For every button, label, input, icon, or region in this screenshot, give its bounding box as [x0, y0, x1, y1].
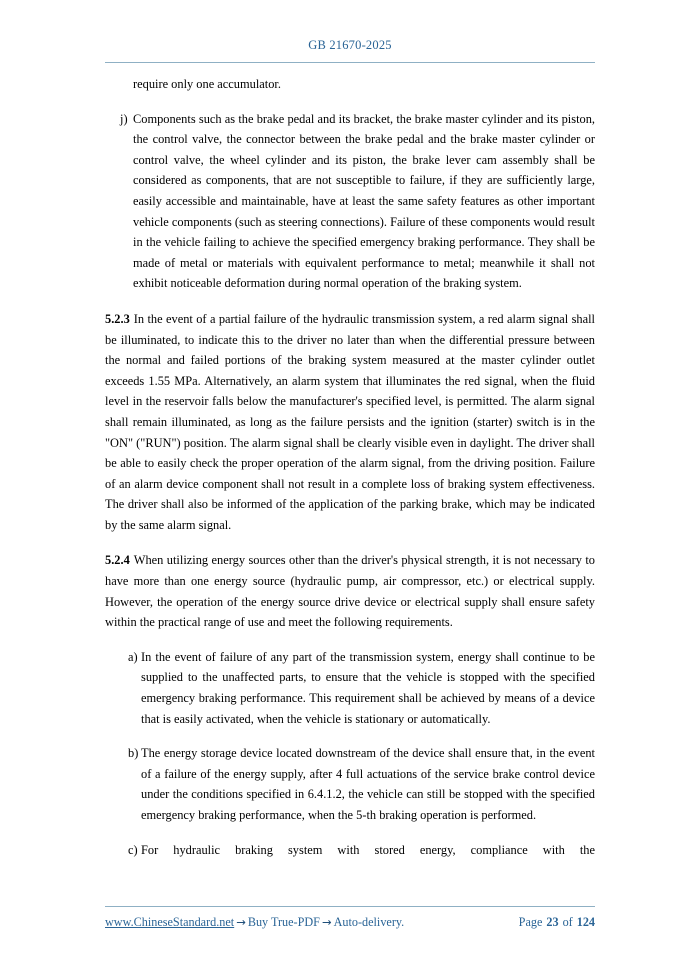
of-label: of	[562, 915, 573, 929]
page-indicator	[519, 915, 595, 930]
list-marker: b)	[128, 746, 139, 761]
list-marker: j)	[120, 111, 128, 126]
page-header	[105, 36, 595, 54]
list-item	[128, 840, 595, 881]
list-item-text: For hydraulic braking system with stored energy, compliance with the	[141, 842, 595, 857]
buy-true-pdf-text: Buy True-PDF	[247, 915, 320, 929]
list-item	[128, 647, 595, 729]
clause-text: When utilizing energy sources other than the driver's physical strength, it is not necessary to have more than one energy source (hydraulic pump, air compressor, etc.) or electrical supply. However, the operation of the energy source drive device or electrical supply shall ensure safety within the practical range of use and meet the following requirements.	[105, 553, 595, 630]
total-page-number: 124	[576, 915, 595, 929]
list-item-text: In the event of failure of any part of the transmission system, energy shall continue to be supplied to the unaffected parts, to ensure that the vehicle is stopped with the specified emergency braking performance. This requirement shall be achieved by means of a device that is easily activated, when the vehicle is stationary or automatically.	[141, 649, 595, 726]
list-item-text: The energy storage device located downstream of the device shall ensure that, in the event of a failure of the energy supply, after 4 full actuations of the service brake control device under the conditions specified in 6.4.1.2, the vehicle can still be stopped with the specified emergency braking performance, when the 5-th braking operation is performed.	[141, 746, 595, 822]
clause-text: In the event of a partial failure of the hydraulic transmission system, a red alarm signal shall be illuminated, to indicate this to the driver no later than when the differential pressure between the normal and failed portions of the braking system measured at the master cylinder outlet exceeds 1.55 MPa. Alternatively, an alarm system that illuminates the red signal, when the fluid level in the reservoir falls below the manufacturer's specified level, is permitted. The alarm signal shall remain illuminated, as long as the failure persists and the ignition (starter) switch is in the "ON" ("RUN") position. The alarm signal shall be clearly visible even in daylight. The driver shall be able to easily check the proper operation of the alarm signal, from the driving position. Failure of an alarm device component shall not result in a complete loss of braking system effectiveness. The driver shall also be informed of the application of the parking brake, which may be indicated by the same alarm signal.	[105, 311, 595, 532]
page-footer	[105, 915, 595, 930]
footer-divider	[105, 906, 595, 907]
footer-promo	[105, 915, 404, 930]
continuation-paragraph: require only one accumulator.	[133, 77, 281, 91]
list-marker: c)	[128, 842, 138, 857]
list-marker: a)	[128, 649, 138, 664]
list-item	[128, 743, 595, 825]
standard-number-title: GB 21670-2025	[308, 38, 392, 52]
arrow-right-icon: →	[236, 915, 246, 929]
list-item-text: Components such as the brake pedal and its bracket, the brake master cylinder and its piston, the control valve, the connector between the brake pedal and the brake master cylinder or control valve, the wheel cylinder and its piston, the brake lever cam assembly shall be considered as components, that are not susceptible to failure, if they are sufficiently large, easily accessible and maintainable, have at least the same safety features as other important vehicle components (such as steering connections). Failure of these components would result in the vehicle failing to achieve the specified emergency braking performance. They shall be made of metal or materials with equivalent performance to metal; meanwhile it shall not exhibit noticeable deformation during normal operation of the braking system.	[133, 111, 595, 291]
website-link[interactable]: www.ChineseStandard.net	[105, 915, 235, 929]
arrow-right-icon: →	[321, 915, 332, 929]
current-page-number: 23	[546, 915, 559, 929]
clause-number: 5.2.4	[105, 553, 130, 568]
clause-paragraph	[105, 309, 595, 536]
clause-number: 5.2.3	[105, 311, 130, 326]
page-label: Page	[518, 915, 543, 929]
clause-paragraph	[105, 550, 595, 632]
list-item	[120, 109, 595, 294]
document-body	[105, 74, 595, 881]
header-divider	[105, 62, 595, 63]
auto-delivery-text: Auto-delivery.	[333, 915, 405, 929]
